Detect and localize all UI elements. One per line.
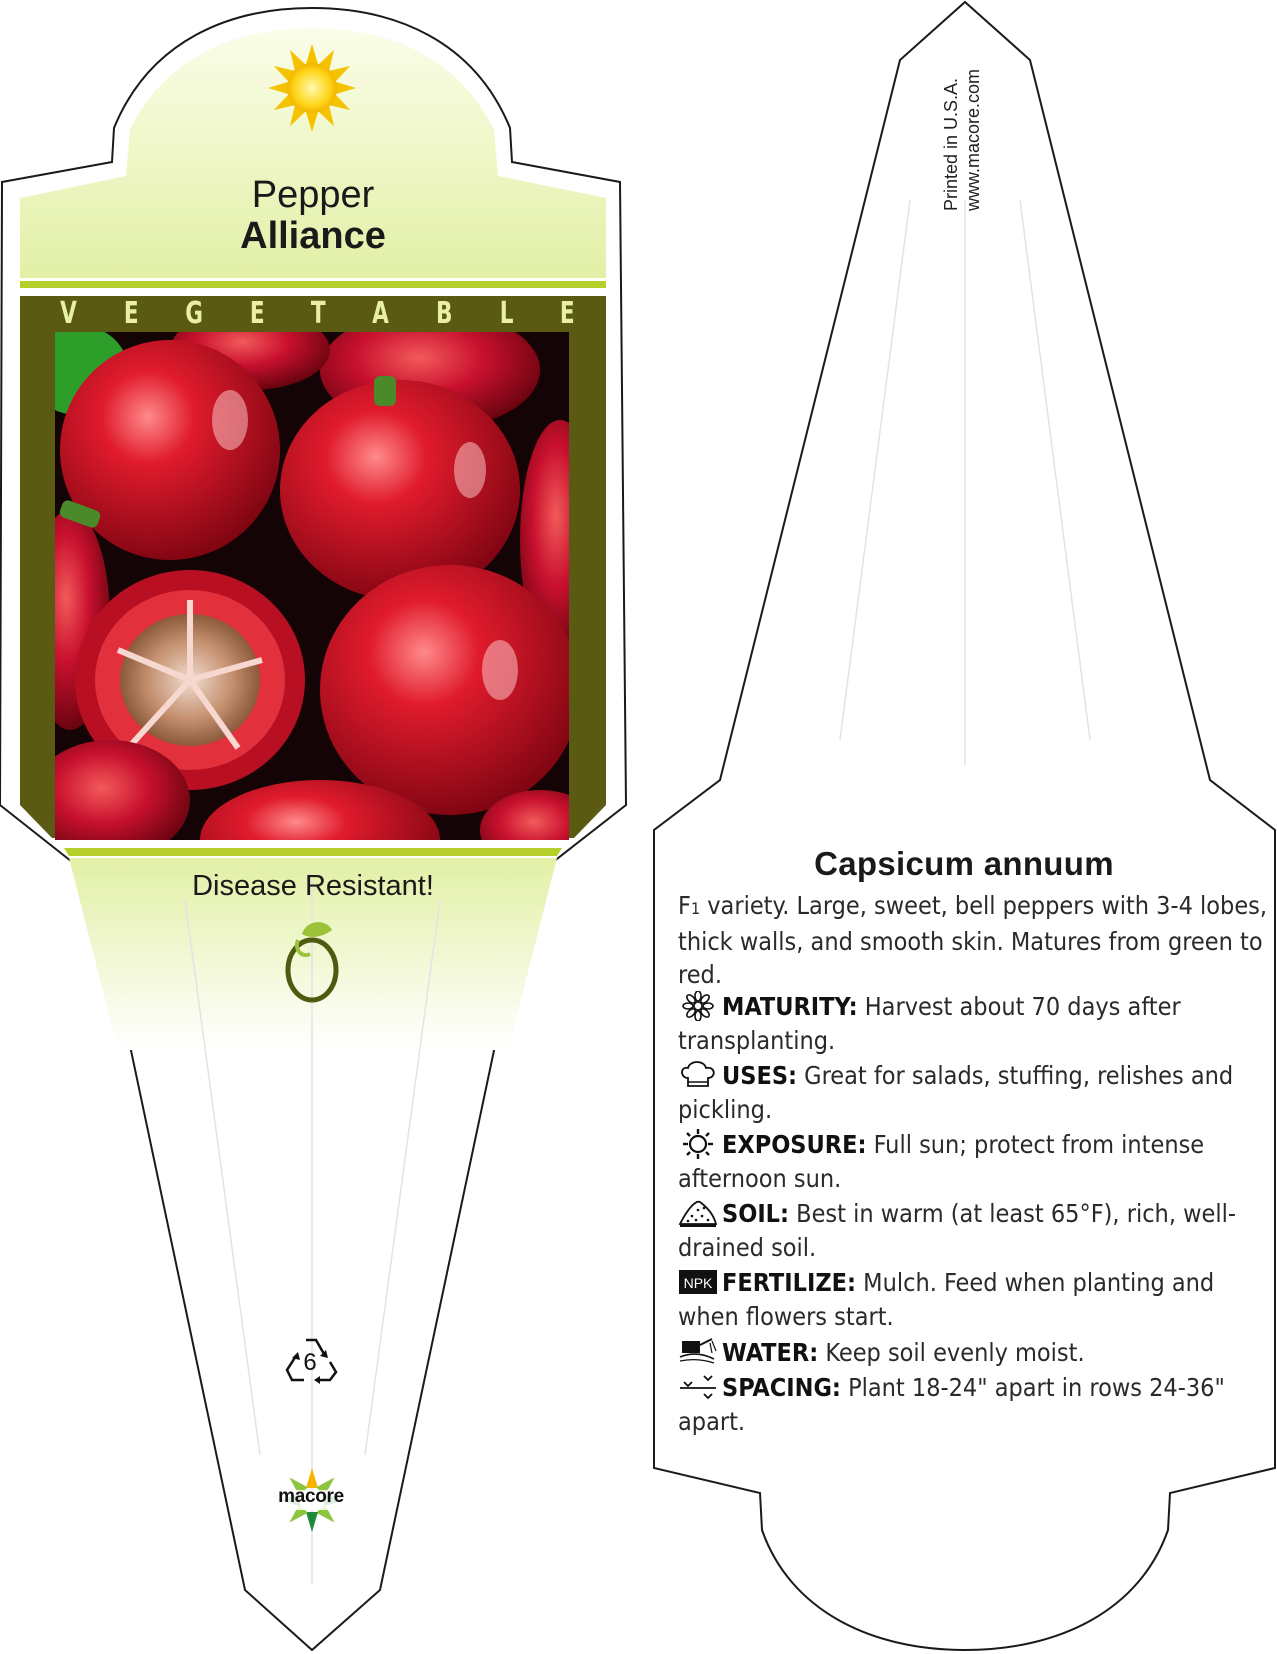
- fertilize-text: Mulch. Feed when planting and when flowers start.: [678, 1268, 1215, 1331]
- tagline: Disease Resistant!: [192, 870, 434, 902]
- description-text: variety. Large, sweet, bell peppers with 3-4 lobes, thick walls, and smooth skin. Matures from green to red.: [678, 891, 1268, 989]
- printed-in-usa: Printed in U.S.A.: [941, 77, 961, 211]
- uses-label: USES:: [722, 1061, 798, 1090]
- variety-name: Alliance: [240, 215, 386, 257]
- printer-imprint: [940, 69, 984, 211]
- water-text: Keep soil evenly moist.: [818, 1338, 1085, 1367]
- care-exposure: [678, 1128, 1277, 1196]
- water-label: WATER:: [722, 1338, 819, 1367]
- spacing-arrows-icon: [678, 1372, 718, 1402]
- sun-outline-icon: [678, 1129, 718, 1159]
- category-letter: L: [499, 296, 514, 331]
- care-soil: [678, 1197, 1277, 1265]
- care-maturity: [678, 990, 1277, 1058]
- lime-divider-top: [20, 281, 606, 288]
- maturity-label: MATURITY:: [722, 992, 858, 1021]
- soil-pile-icon: [678, 1198, 718, 1228]
- chef-hat-icon: [678, 1060, 718, 1090]
- red-bell-pepper-photo: [28, 310, 600, 900]
- category-letter: G: [185, 296, 203, 331]
- soil-text: Best in warm (at least 65°F), rich, well-drained soil.: [678, 1199, 1236, 1262]
- category-letter: E: [559, 296, 575, 331]
- maturity-text: Harvest about 70 days after transplanting.: [678, 992, 1181, 1055]
- spacing-label: SPACING:: [722, 1373, 841, 1402]
- uses-text: Great for salads, stuffing, relishes and pickling.: [678, 1061, 1234, 1124]
- care-fertilize: [678, 1266, 1277, 1334]
- variety-description: [678, 889, 1268, 991]
- exposure-text: Full sun; protect from intense afternoon sun.: [678, 1130, 1205, 1193]
- category-letter: T: [311, 296, 326, 331]
- care-uses: [678, 1059, 1277, 1127]
- common-name: Pepper: [251, 174, 375, 216]
- soil-label: SOIL:: [722, 1199, 790, 1228]
- category-letter: E: [123, 296, 139, 331]
- spacing-text: Plant 18-24" apart in rows 24-36" apart.: [678, 1373, 1225, 1436]
- flower-icon: [678, 991, 718, 1021]
- npk-icon: [678, 1267, 718, 1297]
- f1-label: F: [678, 891, 691, 920]
- care-water: [678, 1336, 1277, 1370]
- watering-can-icon: [678, 1337, 718, 1367]
- brand-name: macore: [278, 1486, 344, 1507]
- website-url: www.macore.com: [963, 68, 983, 211]
- lime-divider-bottom: [64, 848, 562, 856]
- fertilize-label: FERTILIZE:: [722, 1268, 857, 1297]
- recycle-number: 6: [303, 1349, 317, 1376]
- care-spacing: [678, 1371, 1277, 1439]
- category-letter: A: [372, 296, 390, 331]
- botanical-name: Capsicum annuum: [814, 845, 1114, 882]
- category-letter: B: [436, 296, 453, 331]
- npk-icon-text: NPK: [683, 1275, 713, 1291]
- category-letter: E: [249, 296, 265, 331]
- f1-subscript: 1: [690, 899, 701, 918]
- category-letter: V: [60, 296, 77, 331]
- exposure-label: EXPOSURE:: [722, 1130, 867, 1159]
- category-band: [20, 296, 606, 332]
